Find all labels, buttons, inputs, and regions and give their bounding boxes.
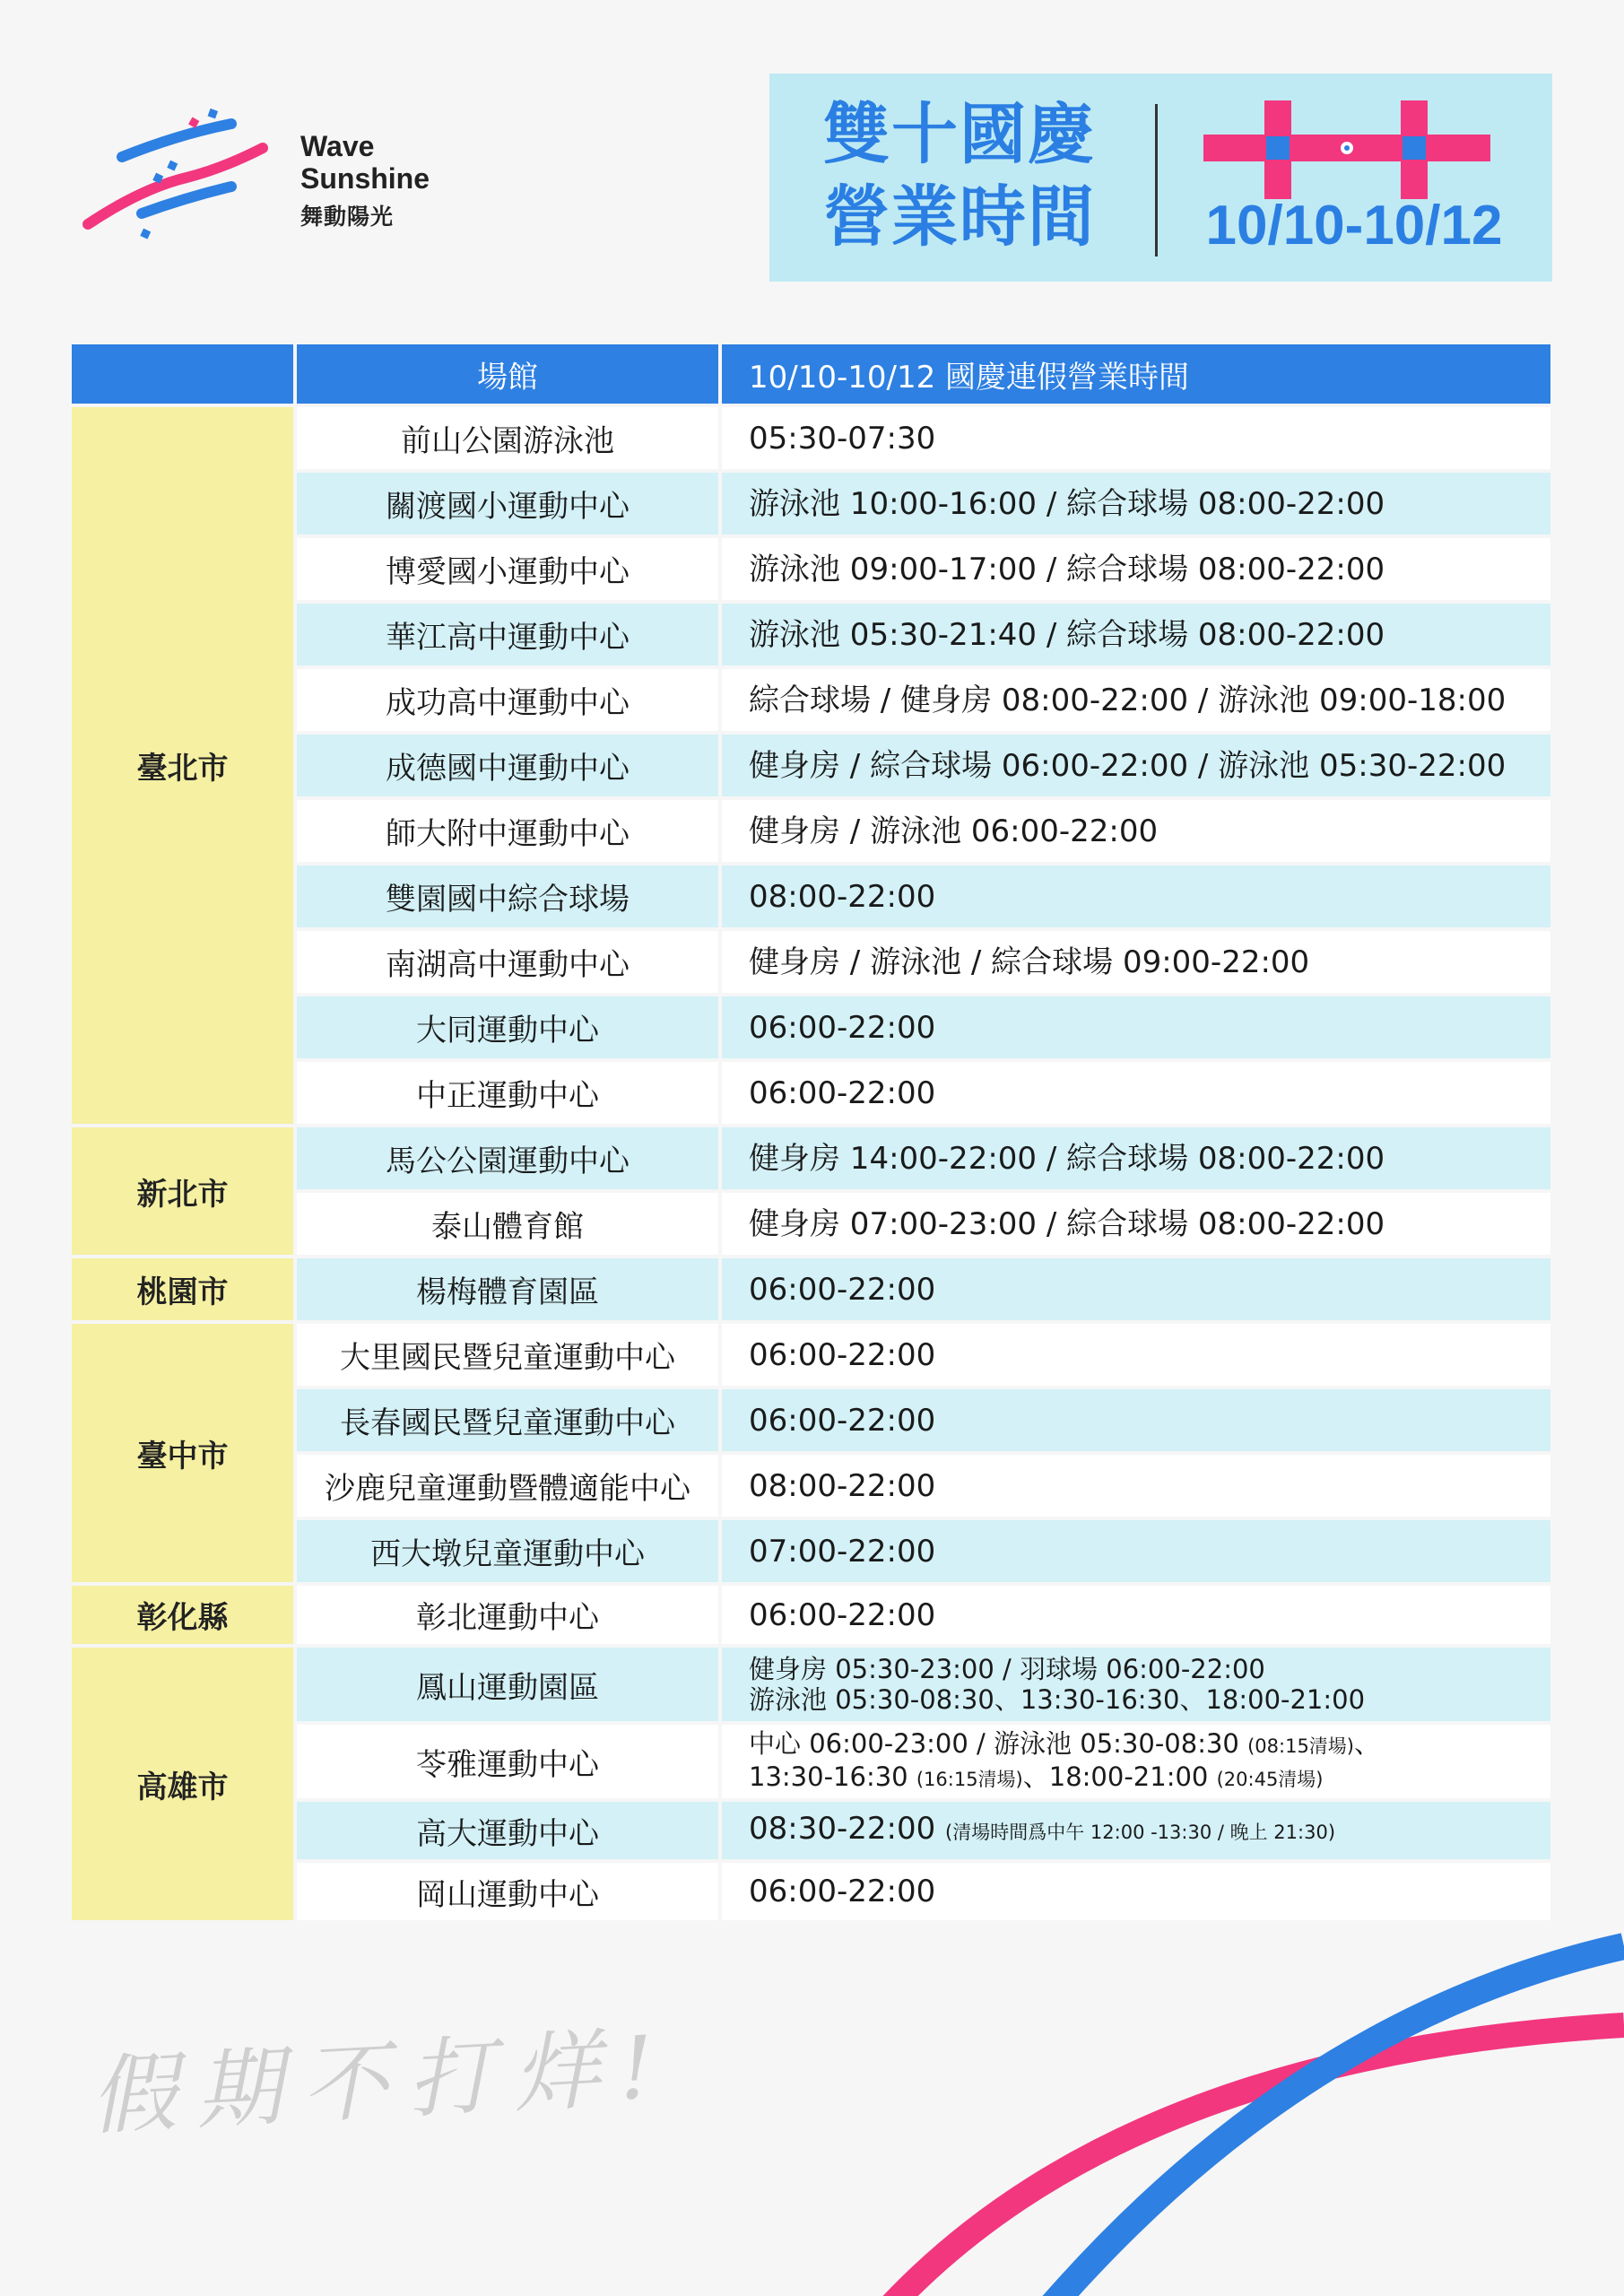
venue-cell: 高大運動中心 <box>293 1802 718 1863</box>
venue-cell: 南湖高中運動中心 <box>293 931 718 996</box>
logo-name-en-2: Sunshine <box>300 161 430 195</box>
hours-text: 08:30-22:00 <box>749 1811 946 1847</box>
venue-cell: 長春國民暨兒童運動中心 <box>293 1389 718 1455</box>
clearing-note: (16:15清場) <box>916 1769 1023 1790</box>
hours-cell: 06:00-22:00 <box>718 996 1550 1062</box>
venue-cell: 師大附中運動中心 <box>293 800 718 865</box>
venue-cell: 成功高中運動中心 <box>293 669 718 735</box>
hours-cell: 健身房 07:00-23:00 / 綜合球場 08:00-22:00 <box>718 1193 1550 1258</box>
hours-cell: 06:00-22:00 <box>718 1062 1550 1127</box>
venue-cell: 西大墩兒童運動中心 <box>293 1520 718 1586</box>
hours-cell: 健身房 14:00-22:00 / 綜合球場 08:00-22:00 <box>718 1127 1550 1193</box>
venue-cell: 馬公公園運動中心 <box>293 1127 718 1193</box>
venue-cell: 岡山運動中心 <box>293 1863 718 1924</box>
hours-text: 中心 06:00-23:00 / 游泳池 05:30-08:30 <box>749 1728 1248 1759</box>
clearing-note: (20:45清場) <box>1216 1769 1324 1790</box>
handwritten-signature: 假期不打烊! <box>87 2016 676 2147</box>
venue-cell: 彰北運動中心 <box>293 1586 718 1648</box>
venue-cell: 華江高中運動中心 <box>293 604 718 669</box>
city-cell-kaohsiung: 高雄市 <box>72 1648 293 1924</box>
hours-text: 13:30-16:30 <box>749 1761 916 1792</box>
venue-cell: 鳳山運動園區 <box>293 1648 718 1725</box>
banner-dates: 10/10-10/12 <box>1205 195 1503 257</box>
venue-cell: 關渡國小運動中心 <box>293 473 718 538</box>
hours-cell: 游泳池 10:00-16:00 / 綜合球場 08:00-22:00 <box>718 473 1550 538</box>
venue-cell: 前山公園游泳池 <box>293 407 718 473</box>
logo-name-zh: 舞動陽光 <box>300 203 395 230</box>
banner-title-line2: 營業時間 <box>823 178 1096 256</box>
hours-cell: 健身房 / 游泳池 / 綜合球場 09:00-22:00 <box>718 931 1550 996</box>
venue-cell: 雙園國中綜合球場 <box>293 865 718 931</box>
logo-name-en-1: Wave <box>300 130 375 162</box>
hours-cell: 06:00-22:00 <box>718 1324 1550 1389</box>
city-cell-taichung: 臺中市 <box>72 1324 293 1586</box>
hours-line: 健身房 05:30-23:00 / 羽球場 06:00-22:00 <box>749 1654 1265 1684</box>
venue-cell: 楊梅體育園區 <box>293 1258 718 1324</box>
header-venue: 場館 <box>293 344 718 407</box>
clearing-note: (清場時間爲中午 12:00 -13:30 / 晚上 21:30) <box>945 1822 1336 1843</box>
hours-cell: 06:00-22:00 <box>718 1863 1550 1924</box>
city-cell-taoyuan: 桃園市 <box>72 1258 293 1324</box>
hours-cell: 健身房 / 綜合球場 06:00-22:00 / 游泳池 05:30-22:00 <box>718 735 1550 800</box>
hours-cell: 06:00-22:00 <box>718 1258 1550 1324</box>
venue-cell: 泰山體育館 <box>293 1193 718 1258</box>
header-hours: 10/10-10/12 國慶連假營業時間 <box>718 344 1550 407</box>
hours-cell: 綜合球場 / 健身房 08:00-22:00 / 游泳池 09:00-18:00 <box>718 669 1550 735</box>
hours-cell: 08:00-22:00 <box>718 1455 1550 1520</box>
venue-cell: 成德國中運動中心 <box>293 735 718 800</box>
hours-cell: 游泳池 05:30-21:40 / 綜合球場 08:00-22:00 <box>718 604 1550 669</box>
hours-cell: 05:30-07:30 <box>718 407 1550 473</box>
city-cell-new-taipei: 新北市 <box>72 1127 293 1258</box>
venue-cell: 大里國民暨兒童運動中心 <box>293 1324 718 1389</box>
banner-title-line1: 雙十國慶 <box>823 96 1096 173</box>
hours-text: 、18:00-21:00 <box>1022 1761 1217 1792</box>
venue-cell: 中正運動中心 <box>293 1062 718 1127</box>
venue-cell: 大同運動中心 <box>293 996 718 1062</box>
hours-cell: 08:00-22:00 <box>718 865 1550 931</box>
hours-cell: 06:00-22:00 <box>718 1389 1550 1455</box>
hours-cell: 06:00-22:00 <box>718 1586 1550 1648</box>
venue-cell: 博愛國小運動中心 <box>293 538 718 604</box>
city-cell-changhua: 彰化縣 <box>72 1586 293 1648</box>
venue-cell: 沙鹿兒童運動暨體適能中心 <box>293 1455 718 1520</box>
hours-cell: 健身房 / 游泳池 06:00-22:00 <box>718 800 1550 865</box>
hours-cell: 07:00-22:00 <box>718 1520 1550 1586</box>
hours-line: 游泳池 05:30-08:30、13:30-16:30、18:00-21:00 <box>749 1684 1366 1715</box>
venue-cell: 苓雅運動中心 <box>293 1725 718 1802</box>
hours-cell: 游泳池 09:00-17:00 / 綜合球場 08:00-22:00 <box>718 538 1550 604</box>
hours-text: 、 <box>1354 1728 1381 1759</box>
clearing-note: (08:15清場) <box>1247 1735 1354 1757</box>
city-cell-taipei: 臺北市 <box>72 407 293 1127</box>
